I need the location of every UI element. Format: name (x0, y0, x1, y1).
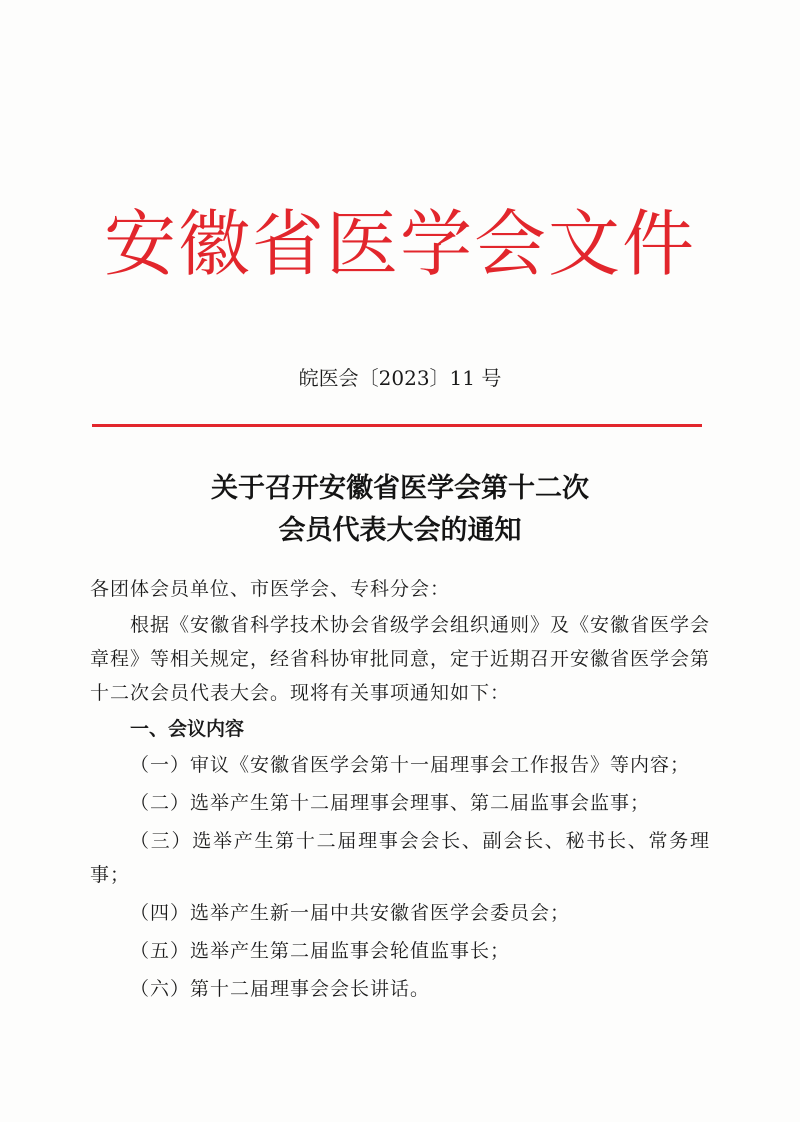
notice-title-line-2: 会员代表大会的通知 (278, 515, 522, 546)
list-item: （三）选举产生第十二届理事会会长、副会长、秘书长、常务理事； (90, 830, 710, 886)
list-item: （六）第十二届理事会会长讲话。 (130, 978, 431, 1000)
list-item: （四）选举产生新一届中共安徽省医学会委员会； (130, 902, 571, 924)
list-item: （五）选举产生第二届监事会轮值监事长； (130, 940, 511, 962)
document-number: 皖医会〔2023〕11 号 (298, 366, 502, 390)
notice-title (0, 468, 800, 552)
salutation: 各团体会员单位、市医学会、专科分会： (90, 578, 451, 600)
list-item: （二）选举产生第十二届理事会理事、第二届监事会监事； (130, 792, 651, 814)
document-header-title: 安徽省医学会文件 (103, 202, 696, 286)
notice-title-line-1: 关于召开安徽省医学会第十二次 (211, 473, 589, 504)
red-divider-line (92, 424, 702, 427)
section-heading-meeting-content: 一、会议内容 (130, 718, 245, 740)
notice-body (90, 572, 710, 1010)
intro-paragraph: 根据《安徽省科学技术协会省级学会组织通则》及《安徽省医学会章程》等相关规定，经省科协审批同意，定于近期召开安徽省医学会第十二次会员代表大会。现将有关事项通知如下： (90, 614, 711, 704)
list-item: （一）审议《安徽省医学会第十一届理事会工作报告》等内容； (130, 754, 691, 776)
